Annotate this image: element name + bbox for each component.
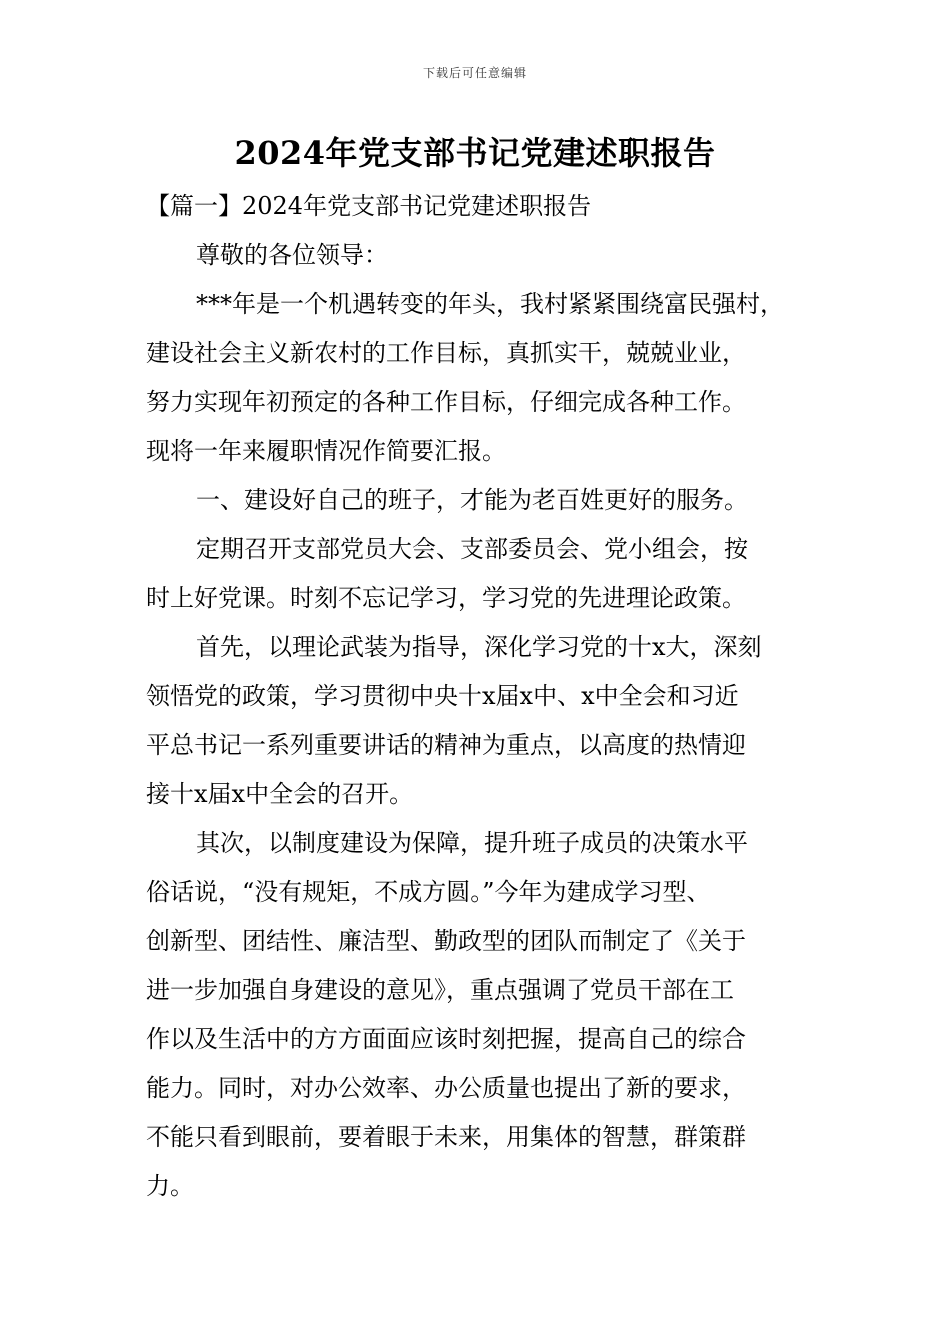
paragraph-line: 俗话说，“没有规矩，不成方圆。”今年为建成学习型、 [146, 878, 711, 906]
paragraph-line: 不能只看到眼前，要着眼于未来，用集体的智慧，群策群 [146, 1123, 746, 1151]
paragraph-line: 领悟党的政策，学习贯彻中央十x届x中、x中全会和习近 [146, 682, 739, 710]
paragraph-line: 能力。同时，对办公效率、办公质量也提出了新的要求， [146, 1074, 746, 1102]
paragraph-greeting [146, 231, 826, 280]
paragraph-first [146, 623, 826, 819]
paragraph-line: 创新型、团结性、廉洁型、勤政型的团队而制定了《关于 [146, 927, 746, 955]
paragraph-point-one [146, 476, 826, 525]
paragraph-intro [146, 280, 826, 476]
paragraph-second [146, 819, 826, 1211]
paragraph-line: 平总书记一系列重要讲话的精神为重点，以高度的热情迎 [146, 731, 746, 759]
paragraph-line: 力。 [146, 1172, 194, 1200]
document-body [146, 182, 826, 1211]
paragraph-line: 尊敬的各位领导： [196, 241, 388, 269]
paragraph-line: 首先，以理论武装为指导，深化学习党的十x大，深刻 [196, 633, 762, 661]
paragraph-line: 时上好党课。时刻不忘记学习，学习党的先进理论政策。 [146, 584, 746, 612]
header-note: 下载后可任意编辑 [422, 66, 527, 80]
paragraph-line: 定期召开支部党员大会、支部委员会、党小组会，按 [196, 535, 748, 563]
paragraph-line: 其次，以制度建设为保障，提升班子成员的决策水平 [196, 829, 748, 857]
paragraph-line: 接十x届x中全会的召开。 [146, 780, 414, 808]
paragraph-meetings [146, 525, 826, 623]
paragraph-line: ***年是一个机遇转变的年头，我村紧紧围绕富民强村， [196, 290, 784, 318]
paragraph-line: 现将一年来履职情况作简要汇报。 [146, 437, 506, 465]
section-heading: 【篇一】2024年党支部书记党建述职报告 [146, 192, 592, 220]
paragraph-line: 建设社会主义新农村的工作目标，真抓实干，兢兢业业， [146, 339, 746, 367]
paragraph-line: 进一步加强自身建设的意见》，重点强调了党员干部在工 [146, 976, 734, 1004]
paragraph-line: 一、建设好自己的班子，才能为老百姓更好的服务。 [196, 486, 748, 514]
paragraph-line: 努力实现年初预定的各种工作目标，仔细完成各种工作。 [146, 388, 746, 416]
paragraph-line: 作以及生活中的方方面面应该时刻把握，提高自己的综合 [146, 1025, 746, 1053]
document-title: 2024年党支部书记党建述职报告 [234, 134, 716, 172]
